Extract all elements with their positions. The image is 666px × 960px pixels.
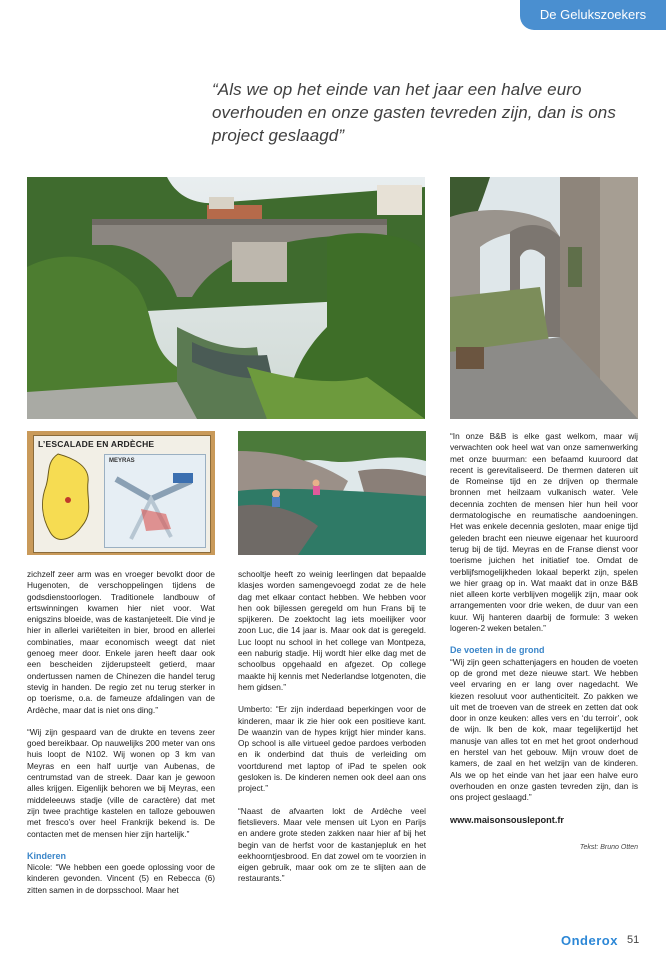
col2-paragraph-1: schooltje heeft zo weinig leerlingen dat bepaalde klasjes worden samengevoegd zodat ze de hele dag met elkaar contact hebben. We hebben voor hen ook bijlessen geregeld om hun Frans bij te spijkeren. De zoektocht lag iets moeilijker voor zoon Luc, die 14 jaar is. Maar ook dat is geregeld. Luc loopt nu school in het college van Montpeza, een naburig stadje. Hij wordt hier elke dag met de schoolbus opgehaald en afgezet. Op college maakte hij kennis met Nederlandse lotgenoten, die hem gidsen.” — [238, 569, 426, 692]
page-number: 51 — [627, 934, 640, 946]
website-link[interactable]: www.maisonsouslepont.fr — [450, 814, 565, 825]
col2-paragraph-3: “Naast de afvaarten lokt de Ardèche veel fietslievers. Maar vele mensen uit Lyon en Parijs en andere grote steden zakken naar hier af bij het begin van de herfst voor de kastanjepluk en het eekhoorntjesbrood. En dat zowel om te voorzien in eigen gebruik, maar ook om ze te slijten aan de restaurants.” — [238, 805, 426, 884]
author-credit: Tekst: Bruno Otten — [579, 843, 638, 851]
pull-quote: “Als we op het einde van het jaar een halve euro overhouden en onze gasten tevreden zijn, dan is ons project geslaagd” — [212, 80, 616, 145]
col1-paragraph-1: zichzelf zeer arm was en vroeger bevolkt door de Hugenoten, de verschoppelingen tijdens de godsdienstoorlogen. Traditionele landbouw of ertswinningen kwamen hier niet voor. Wat enigszins bloeide, was de kastanjeteelt. Die vind je hier in allerlei variëteiten in bier, brood en allerlei combinaties, maar economisch weegt dat niet genoeg meer door. Enkele jaren heeft daar ook een bescheiden zijderupsteelt getierd, maar ondertussen namen de Chinezen die handel terug stevig in handen. De regio zet nu terug sterker in op toerisme, o.a. de fameuze afdalingen van de Ardèche, maar dat is niet ons ding.” — [27, 569, 215, 715]
escalade-sign-photo — [27, 431, 215, 555]
article-column-1 — [27, 569, 215, 907]
col1-paragraph-3: Nicole: “We hebben een goede oplossing voor de kinderen gevonden. Vincent (5) en Rebecca (6) zitten samen in de dorpsschool. Maar het — [27, 862, 215, 895]
col3-subheading: De voeten in de grond — [450, 645, 545, 656]
article-column-2 — [238, 569, 426, 896]
col3-paragraph-1: “In onze B&B is elke gast welkom, maar wij verwachten ook heel wat van onze samenwerking met onze buurman: een befaamd kuuroord dat recent is gerevitaliseerd. De thermen dateren uit de Romeinse tijd en ze drijven op thermale bronnen met heilzaam vulkanisch water. Vele decennia zochten de mensen hier hun heil voor dermatologische en reumatische aandoeningen. Het was enkele decennia gesloten, maar enige tijd geleden bracht een nieuwe eigenaar het kuuroord terug bij de tijd. Meyras en de Franse dienst voor toerisme juichen het initiatief toe. Omdat de verblijfsmogelijkheden lokaal beperkt zijn, spelen we hier graag op in. Wat maakt dat in onze B&B niet alleen korte verblijven mogelijk zijn, maar ook arrangementen voor drie weken, de duur van een kuur. Wij hanteren daarbij de formule: 3 weken logeren-2 weken betalen.” — [450, 431, 638, 634]
col2-paragraph-2: Umberto: “Er zijn inderdaad beperkingen voor de kinderen, maar ik zie hier ook een positieve kant. De waanzin van de hypes krijgt hier minder kans. Op school is alle virtueel gedoe pardoes verboden en ik onderbind dat thuis de verleiding om voortdurend met laptop of iPad te spelen ook gesloken is. De kinderen nemen ook deel aan ons project.” — [238, 704, 426, 794]
bridge-photo — [27, 177, 425, 419]
article-column-3 — [450, 431, 638, 853]
sign-map-label: MEYRAS — [109, 458, 135, 464]
sign-title: L’ESCALADE EN ARDÈCHE — [38, 439, 155, 449]
aqueduct-photo — [450, 177, 638, 419]
col3-paragraph-2: “Wij zijn geen schattenjagers en houden de voeten op de grond met deze nieuwe start. We hebben veel ervaring en er lang over nagedacht. We kiezen resoluut voor authenticiteit. Zo pakken we uit met de troeven van de streek en zetten dat ook door in onze keuken: alles vers en ‘du terroir’, ook de wijn. Ik ben de kok, maar tegelijkertijd het manusje van alles tot en met het groot onderhoud en herstel van het gebouw. Mijn vrouw doet de kamers, de zaal en het welzijn van de kinderen. Als we op het einde van het jaar een halve euro overhouden en onze gasten tevreden zijn, dan is ons project geslaagd.” — [450, 656, 638, 803]
col1-paragraph-2: “Wij zijn gespaard van de drukte en tevens zeer goed bereikbaar. Op nauwelijks 200 meter van ons huis loopt de N102. Wij wonen op 3 km van Meyras en een half uurtje van Aubenas, de centrumstad van de streek. Daar kan je gewoon alles krijgen. Eigenlijk behoren we bij Meyras, een middeleeuws stadje (ville de caractère) dat met zijn twee prachtige kastelen en talloze gebouwen met fresco’s over heel Frankrijk bekend is. De contacten met de mensen hier zijn hartelijk.” — [27, 726, 215, 839]
col1-subheading: Kinderen — [27, 850, 67, 861]
magazine-logo: Onderox — [561, 933, 618, 948]
swimming-children-photo — [238, 431, 426, 555]
section-tab: De Gelukszoekers — [520, 0, 666, 30]
